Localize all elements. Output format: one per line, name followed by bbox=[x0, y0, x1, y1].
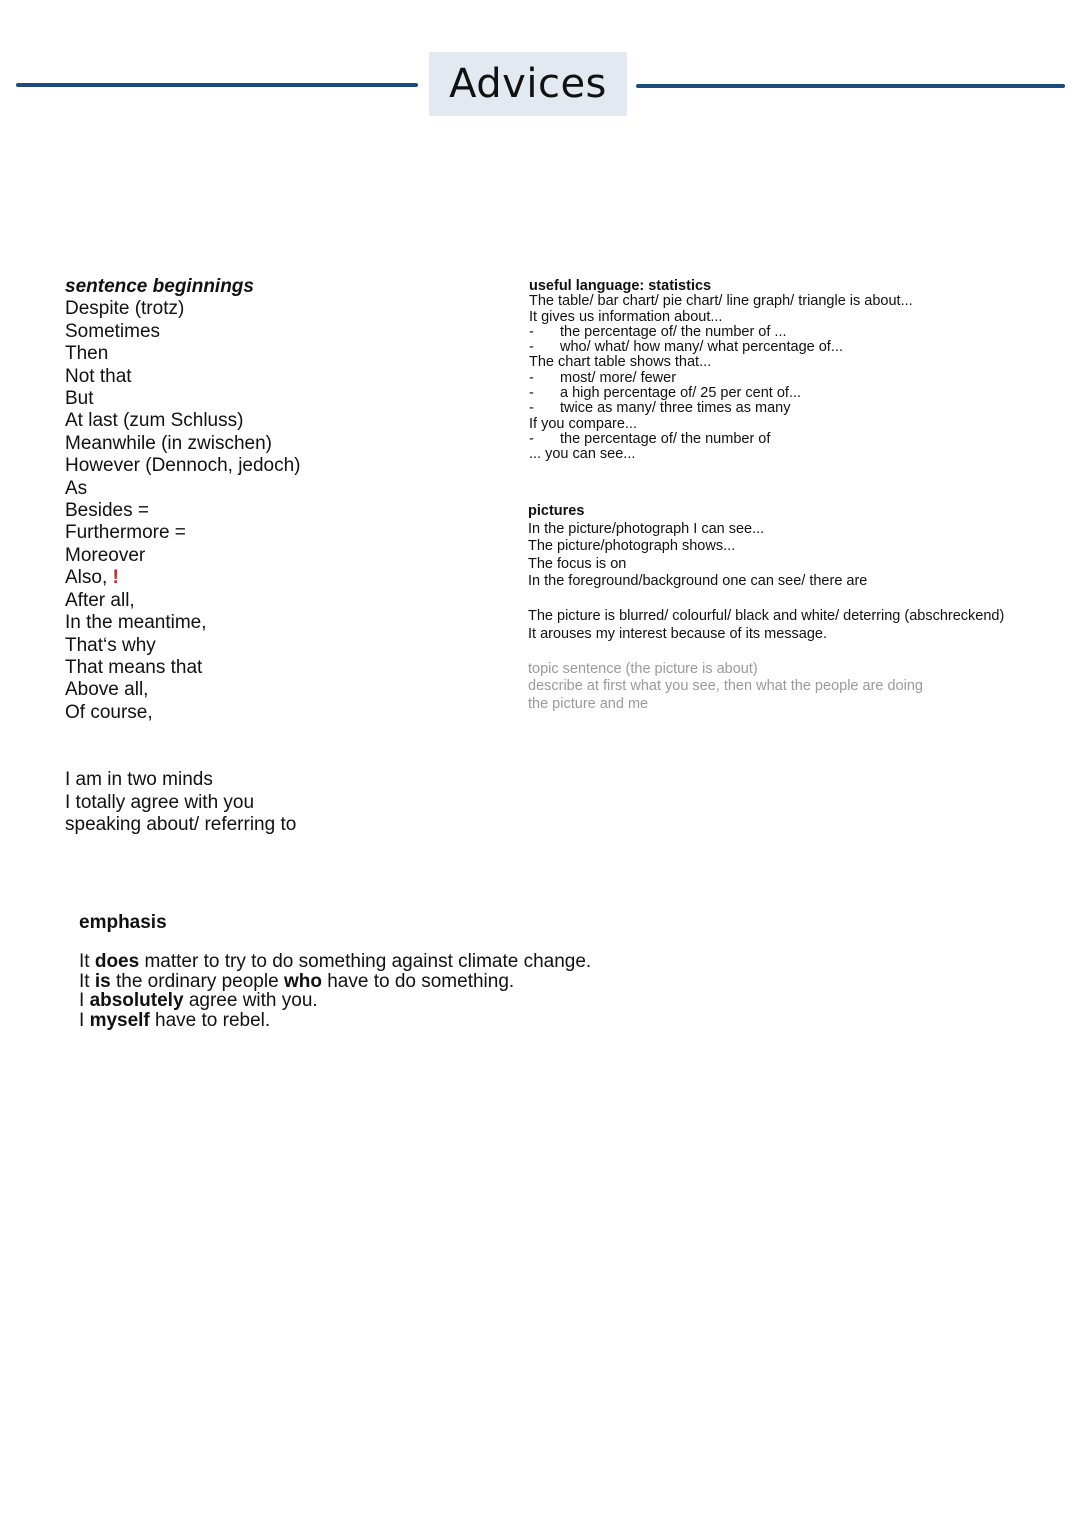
list-item: The focus is on bbox=[528, 555, 627, 572]
statistics-heading: useful language: statistics bbox=[529, 278, 712, 294]
text-span: I bbox=[79, 1009, 90, 1031]
emphasis-line bbox=[79, 972, 591, 992]
list-item: It gives us information about... bbox=[529, 308, 723, 325]
bold-span: is bbox=[94, 970, 111, 992]
emphasis-heading: emphasis bbox=[79, 912, 167, 933]
list-item: In the picture/photograph I can see... bbox=[528, 520, 765, 537]
list-item: Despite (trotz) bbox=[65, 298, 185, 320]
note-item: topic sentence (the picture is about) bbox=[528, 660, 758, 677]
sentence-beginnings-heading: sentence beginnings bbox=[65, 276, 254, 297]
list-item: In the meantime, bbox=[65, 612, 207, 634]
list-item: Then bbox=[65, 343, 109, 365]
list-item-text: the percentage of/ the number of bbox=[560, 430, 771, 447]
emphasis-line bbox=[79, 952, 591, 972]
note-item: describe at first what you see, then what the people are doing bbox=[528, 678, 923, 694]
header-rule-left bbox=[16, 83, 418, 87]
list-item-text: most/ more/ fewer bbox=[560, 369, 677, 386]
text-span: matter to try to do something against climate change. bbox=[139, 951, 592, 972]
list-item: Of course, bbox=[65, 701, 153, 723]
list-item: Moreover bbox=[65, 544, 146, 566]
list-item-label: Also, bbox=[65, 567, 108, 589]
bold-span: absolutely bbox=[89, 990, 184, 1012]
list-item: However (Dennoch, jedoch) bbox=[65, 455, 301, 477]
list-item: I totally agree with you bbox=[65, 791, 255, 813]
list-item bbox=[529, 340, 913, 355]
page-title: Advices bbox=[449, 61, 607, 107]
list-item: ... you can see... bbox=[529, 446, 636, 463]
list-item: Meanwhile (in zwischen) bbox=[65, 432, 272, 454]
list-item: The picture is blurred/ colourful/ black and white/ deterring (abschreckend) bbox=[528, 608, 1005, 624]
list-item bbox=[529, 325, 913, 340]
dash-marker: - bbox=[529, 323, 534, 340]
opinions-section bbox=[65, 769, 296, 837]
list-item: That‘s why bbox=[65, 634, 156, 656]
annotation-mark: ! bbox=[112, 567, 119, 589]
list-item: At last (zum Schluss) bbox=[65, 410, 244, 432]
emphasis-line bbox=[79, 991, 591, 1011]
bold-span: does bbox=[94, 951, 140, 972]
list-item bbox=[529, 432, 913, 447]
list-item-text: a high percentage of/ 25 per cent of... bbox=[560, 385, 802, 402]
list-item: Furthermore = bbox=[65, 522, 186, 544]
list-item: After all, bbox=[65, 589, 135, 611]
bold-span: myself bbox=[89, 1009, 150, 1031]
text-span: have to do something. bbox=[321, 970, 515, 992]
pictures-heading: pictures bbox=[528, 503, 585, 519]
text-span: I bbox=[79, 990, 90, 1012]
text-span: have to rebel. bbox=[149, 1009, 271, 1031]
text-span: the ordinary people bbox=[110, 970, 284, 992]
list-item-text: who/ what/ how many/ what percentage of... bbox=[560, 339, 843, 356]
list-item: That means that bbox=[65, 656, 203, 678]
list-item: The table/ bar chart/ pie chart/ line graph/ triangle is about... bbox=[529, 293, 913, 310]
text-span: agree with you. bbox=[183, 990, 318, 1012]
note-item: the picture and me bbox=[528, 695, 649, 712]
dash-marker: - bbox=[529, 385, 534, 402]
list-item: But bbox=[65, 388, 94, 410]
list-item: Besides = bbox=[65, 500, 149, 522]
list-item bbox=[529, 371, 913, 386]
list-item: Not that bbox=[65, 365, 132, 387]
list-item: Above all, bbox=[65, 679, 149, 701]
list-item: It arouses my interest because of its message. bbox=[528, 625, 827, 642]
header-rule-right bbox=[636, 84, 1065, 88]
list-item-text: twice as many/ three times as many bbox=[560, 400, 791, 417]
dash-marker: - bbox=[529, 430, 534, 447]
list-item-text: the percentage of/ the number of ... bbox=[560, 323, 787, 340]
list-item bbox=[529, 401, 913, 416]
dash-marker: - bbox=[529, 339, 534, 356]
emphasis-line bbox=[79, 1011, 591, 1031]
list-item bbox=[529, 386, 913, 401]
list-item-also bbox=[65, 567, 301, 589]
list-item: The chart table shows that... bbox=[529, 354, 712, 371]
title-box bbox=[429, 52, 627, 116]
dash-marker: - bbox=[529, 400, 534, 417]
sentence-beginnings-section bbox=[65, 276, 301, 724]
spacer bbox=[528, 591, 1004, 609]
list-item: The picture/photograph shows... bbox=[528, 538, 736, 554]
bold-span: who bbox=[283, 970, 322, 992]
text-span: It bbox=[79, 970, 95, 992]
list-item: I am in two minds bbox=[65, 769, 213, 790]
list-item: speaking about/ referring to bbox=[65, 814, 297, 835]
spacer bbox=[528, 643, 1004, 661]
list-item: Sometimes bbox=[65, 320, 161, 342]
emphasis-section bbox=[79, 952, 591, 1030]
text-span: It bbox=[79, 951, 95, 972]
list-item: In the foreground/background one can see/ there are bbox=[528, 573, 868, 589]
list-item: If you compare... bbox=[529, 415, 637, 432]
list-item: As bbox=[65, 477, 88, 499]
pictures-section bbox=[528, 503, 1004, 713]
dash-marker: - bbox=[529, 369, 534, 386]
statistics-section bbox=[529, 279, 913, 463]
